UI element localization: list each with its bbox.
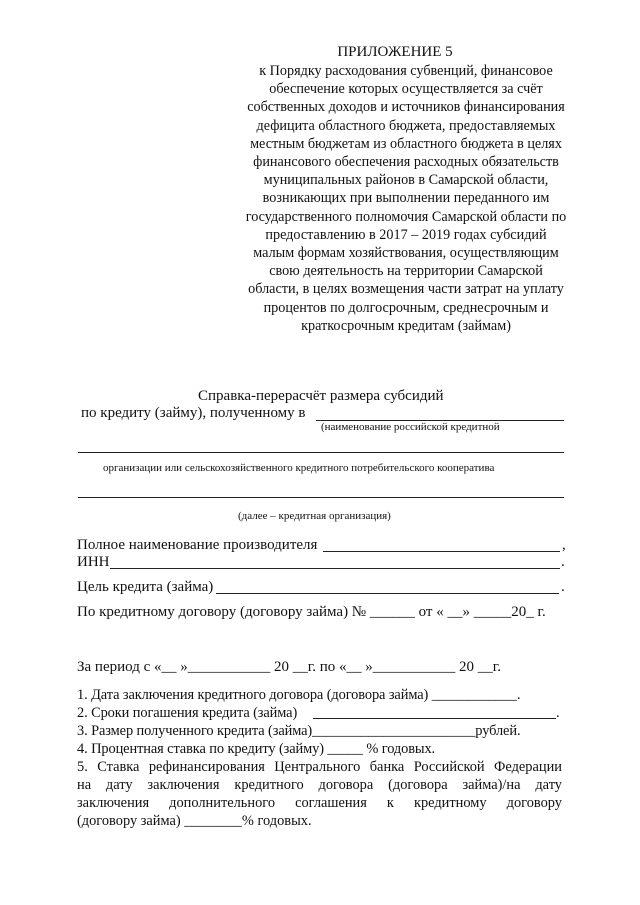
- producer-comma: ,: [562, 537, 566, 553]
- item-5-line-2: на дату заключения кредитного договора (договора займа)/на дату: [77, 777, 562, 793]
- purpose-label: Цель кредита (займа): [77, 579, 214, 595]
- appendix-line: области, в целях возмещения части затрат на уплату: [248, 281, 564, 298]
- appendix-line: возникающих при выполнении переданного им: [262, 190, 550, 207]
- certificate-title: Справка-перерасчёт размера субсидий: [198, 388, 444, 404]
- inn-input-line[interactable]: [110, 568, 560, 569]
- loan-line-label: по кредиту (займу), полученному в: [81, 405, 306, 421]
- lender-name-line-3[interactable]: [78, 497, 564, 498]
- purpose-input-line[interactable]: [216, 593, 559, 594]
- appendix-line: краткосрочным кредитам (займам): [301, 317, 511, 334]
- item-5-line-3: заключения дополнительного соглашения к кредитному договору: [77, 795, 562, 811]
- appendix-line: процентов по долгосрочным, среднесрочным и: [263, 299, 549, 316]
- item-2-period: .: [556, 705, 560, 721]
- item-3: 3. Размер полученного кредита (займа)_______________________рублей.: [77, 723, 521, 739]
- appendix-line: финансового обеспечения расходных обязательств: [253, 154, 559, 171]
- appendix-line: к Порядку расходования субвенций, финансовое: [259, 63, 553, 79]
- producer-input-line[interactable]: [323, 551, 560, 552]
- appendix-title: ПРИЛОЖЕНИЕ 5: [337, 44, 453, 60]
- lender-hint-1: (наименование российской кредитной: [321, 421, 500, 433]
- item-2-input-line[interactable]: [313, 718, 556, 719]
- item-1: 1. Дата заключения кредитного договора (договора займа) ____________.: [77, 687, 521, 703]
- item-5-line-1: 5. Ставка рефинансирования Центрального банка Российской Федерации: [77, 759, 562, 775]
- appendix-description: [228, 62, 584, 335]
- lender-name-line-2[interactable]: [78, 452, 564, 453]
- appendix-line: малым формам хозяйствования, осуществляющим: [253, 245, 559, 262]
- inn-label: ИНН: [77, 554, 110, 570]
- appendix-line: местным бюджетам из областного бюджета в целях: [250, 135, 562, 152]
- appendix-line: предоставлению в 2017 – 2019 годах субсидий: [265, 226, 547, 243]
- appendix-line: свою деятельность на территории Самарской: [269, 263, 543, 280]
- inn-period: .: [561, 554, 565, 570]
- lender-hint-2: организации или сельскохозяйственного кредитного потребительского кооператива: [103, 462, 495, 474]
- item-5-line-4: (договору займа) ________% годовых.: [77, 813, 312, 829]
- appendix-line: собственных доходов и источников финансирования: [247, 99, 565, 116]
- appendix-line: обеспечение которых осуществляется за счёт: [269, 81, 543, 98]
- contract-line: По кредитному договору (договору займа) № ______ от « __» _____20_ г.: [77, 604, 546, 620]
- item-2-label: 2. Сроки погашения кредита (займа): [77, 705, 298, 721]
- appendix-line: муниципальных районов в Самарской области,: [263, 172, 549, 189]
- period-line: За период с «__ »___________ 20 __г. по «__ »___________ 20 __г.: [77, 659, 501, 675]
- lender-hint-3: (далее – кредитная организация): [238, 510, 391, 522]
- purpose-period: .: [561, 579, 565, 595]
- appendix-line: дефицита областного бюджета, предоставляемых: [256, 117, 556, 134]
- item-4: 4. Процентная ставка по кредиту (займу) _____ % годовых.: [77, 741, 436, 757]
- appendix-line: государственного полномочия Самарской области по: [245, 208, 567, 225]
- producer-label: Полное наименование производителя: [77, 537, 318, 553]
